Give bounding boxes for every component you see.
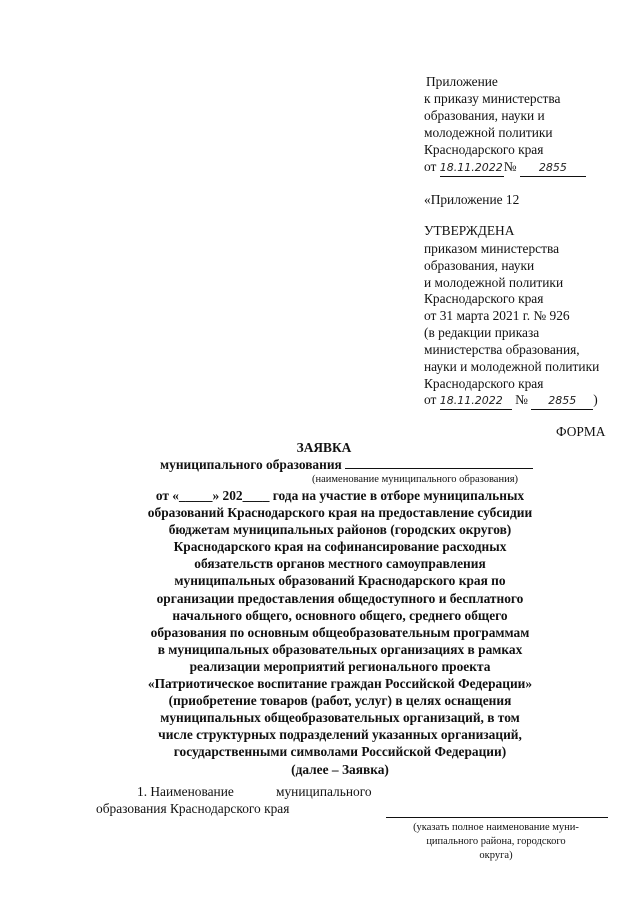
heading-line: организации предоставления общедоступного и бесплатного (156, 590, 524, 606)
heading-line: начального общего, основного общего, среднего общего (172, 607, 508, 623)
approved-line-9: Краснодарского края (424, 376, 544, 391)
appendix-line-1: Приложение (426, 74, 498, 89)
mo-label: муниципального образования (160, 457, 342, 472)
heading-line: бюджетам муниципальных районов (городских округов) (168, 522, 512, 538)
appendix-date-line (424, 158, 586, 177)
appendix-line-5: Краснодарского края (424, 142, 544, 157)
approved-number-handwritten: 2855 (531, 392, 593, 410)
mo-blank (345, 456, 533, 469)
appendix-line-3: образования, науки и (424, 108, 545, 123)
appendix-date-handwritten: 18.11.2022 (440, 159, 504, 177)
item1-part1: 1. Наименование (137, 784, 234, 799)
heading-line: государственными символами Российской Федерации) (173, 744, 507, 760)
item1-caption (386, 821, 606, 863)
heading-line: (приобретение товаров (работ, услуг) в целях оснащения (168, 693, 512, 709)
heading-line: реализации мероприятий регионального проекта (189, 658, 491, 674)
item1-caption-line: округа) (479, 850, 513, 861)
approved-line-5: от 31 марта 2021 г. № 926 (424, 308, 570, 323)
appendix-line-2: к приказу министерства (424, 91, 561, 106)
mo-caption: (наименование муниципального образования) (312, 474, 519, 485)
approved-date-prefix: от (424, 392, 437, 407)
zayavka-title: ЗАЯВКА (296, 440, 352, 455)
item1-line2: образования Краснодарского края (96, 801, 290, 816)
approved-line-7: министерства образования, (424, 342, 580, 357)
heading-line: (далее – Заявка) (291, 761, 389, 777)
heading-line: муниципальных общеобразовательных организаций, в том (160, 710, 520, 726)
appendix-number-handwritten: 2855 (520, 159, 586, 177)
heading-line: Краснодарского края на софинансирование расходных (173, 539, 507, 555)
heading-line: в муниципальных образовательных организациях в рамках (157, 641, 523, 657)
approved-line-8: науки и молодежной политики (424, 359, 600, 374)
item1-caption-line: (указать полное наименование муни- (413, 822, 579, 833)
approved-line-6: (в редакции приказа (424, 325, 540, 340)
approved-number-sign: № (515, 392, 528, 407)
approved-date-line (424, 391, 598, 410)
heading-line: муниципальных образований Краснодарского края по (174, 573, 506, 589)
approved-line-1: приказом министерства (424, 241, 560, 256)
heading-line: обязательств органов местного самоуправления (194, 556, 486, 572)
item1-part2: муниципального (276, 784, 372, 799)
mo-line (160, 456, 533, 473)
item1-caption-line: ципального района, городского (426, 836, 566, 847)
item1-blank-line (386, 817, 608, 818)
form-label: ФОРМА (556, 424, 606, 439)
heading-line: «Патриотическое воспитание граждан Российской Федерации» (147, 676, 533, 692)
heading-line: образования по основным общеобразовательным программам (150, 624, 530, 640)
approved-line-3: и молодежной политики (424, 275, 564, 290)
zayavka-heading-text (100, 487, 580, 778)
approved-close-paren: ) (593, 392, 598, 407)
heading-line: числе структурных подразделений указанных организаций, (158, 727, 522, 743)
appendix-number-sign: № (503, 159, 517, 174)
appendix-date-prefix: от (424, 159, 437, 174)
heading-line: образований Краснодарского края на предоставление субсидии (147, 505, 533, 521)
approved-title: УТВЕРЖДЕНА (424, 223, 515, 238)
approved-date-handwritten: 18.11.2022 (440, 392, 512, 410)
approved-line-2: образования, науки (424, 258, 535, 273)
appendix-line-4: молодежной политики (424, 125, 553, 140)
approved-line-4: Краснодарского края (424, 291, 544, 306)
prilozhenie-12: «Приложение 12 (424, 192, 520, 207)
heading-line: от «_____» 202____ года на участие в отборе муниципальных (155, 488, 525, 503)
